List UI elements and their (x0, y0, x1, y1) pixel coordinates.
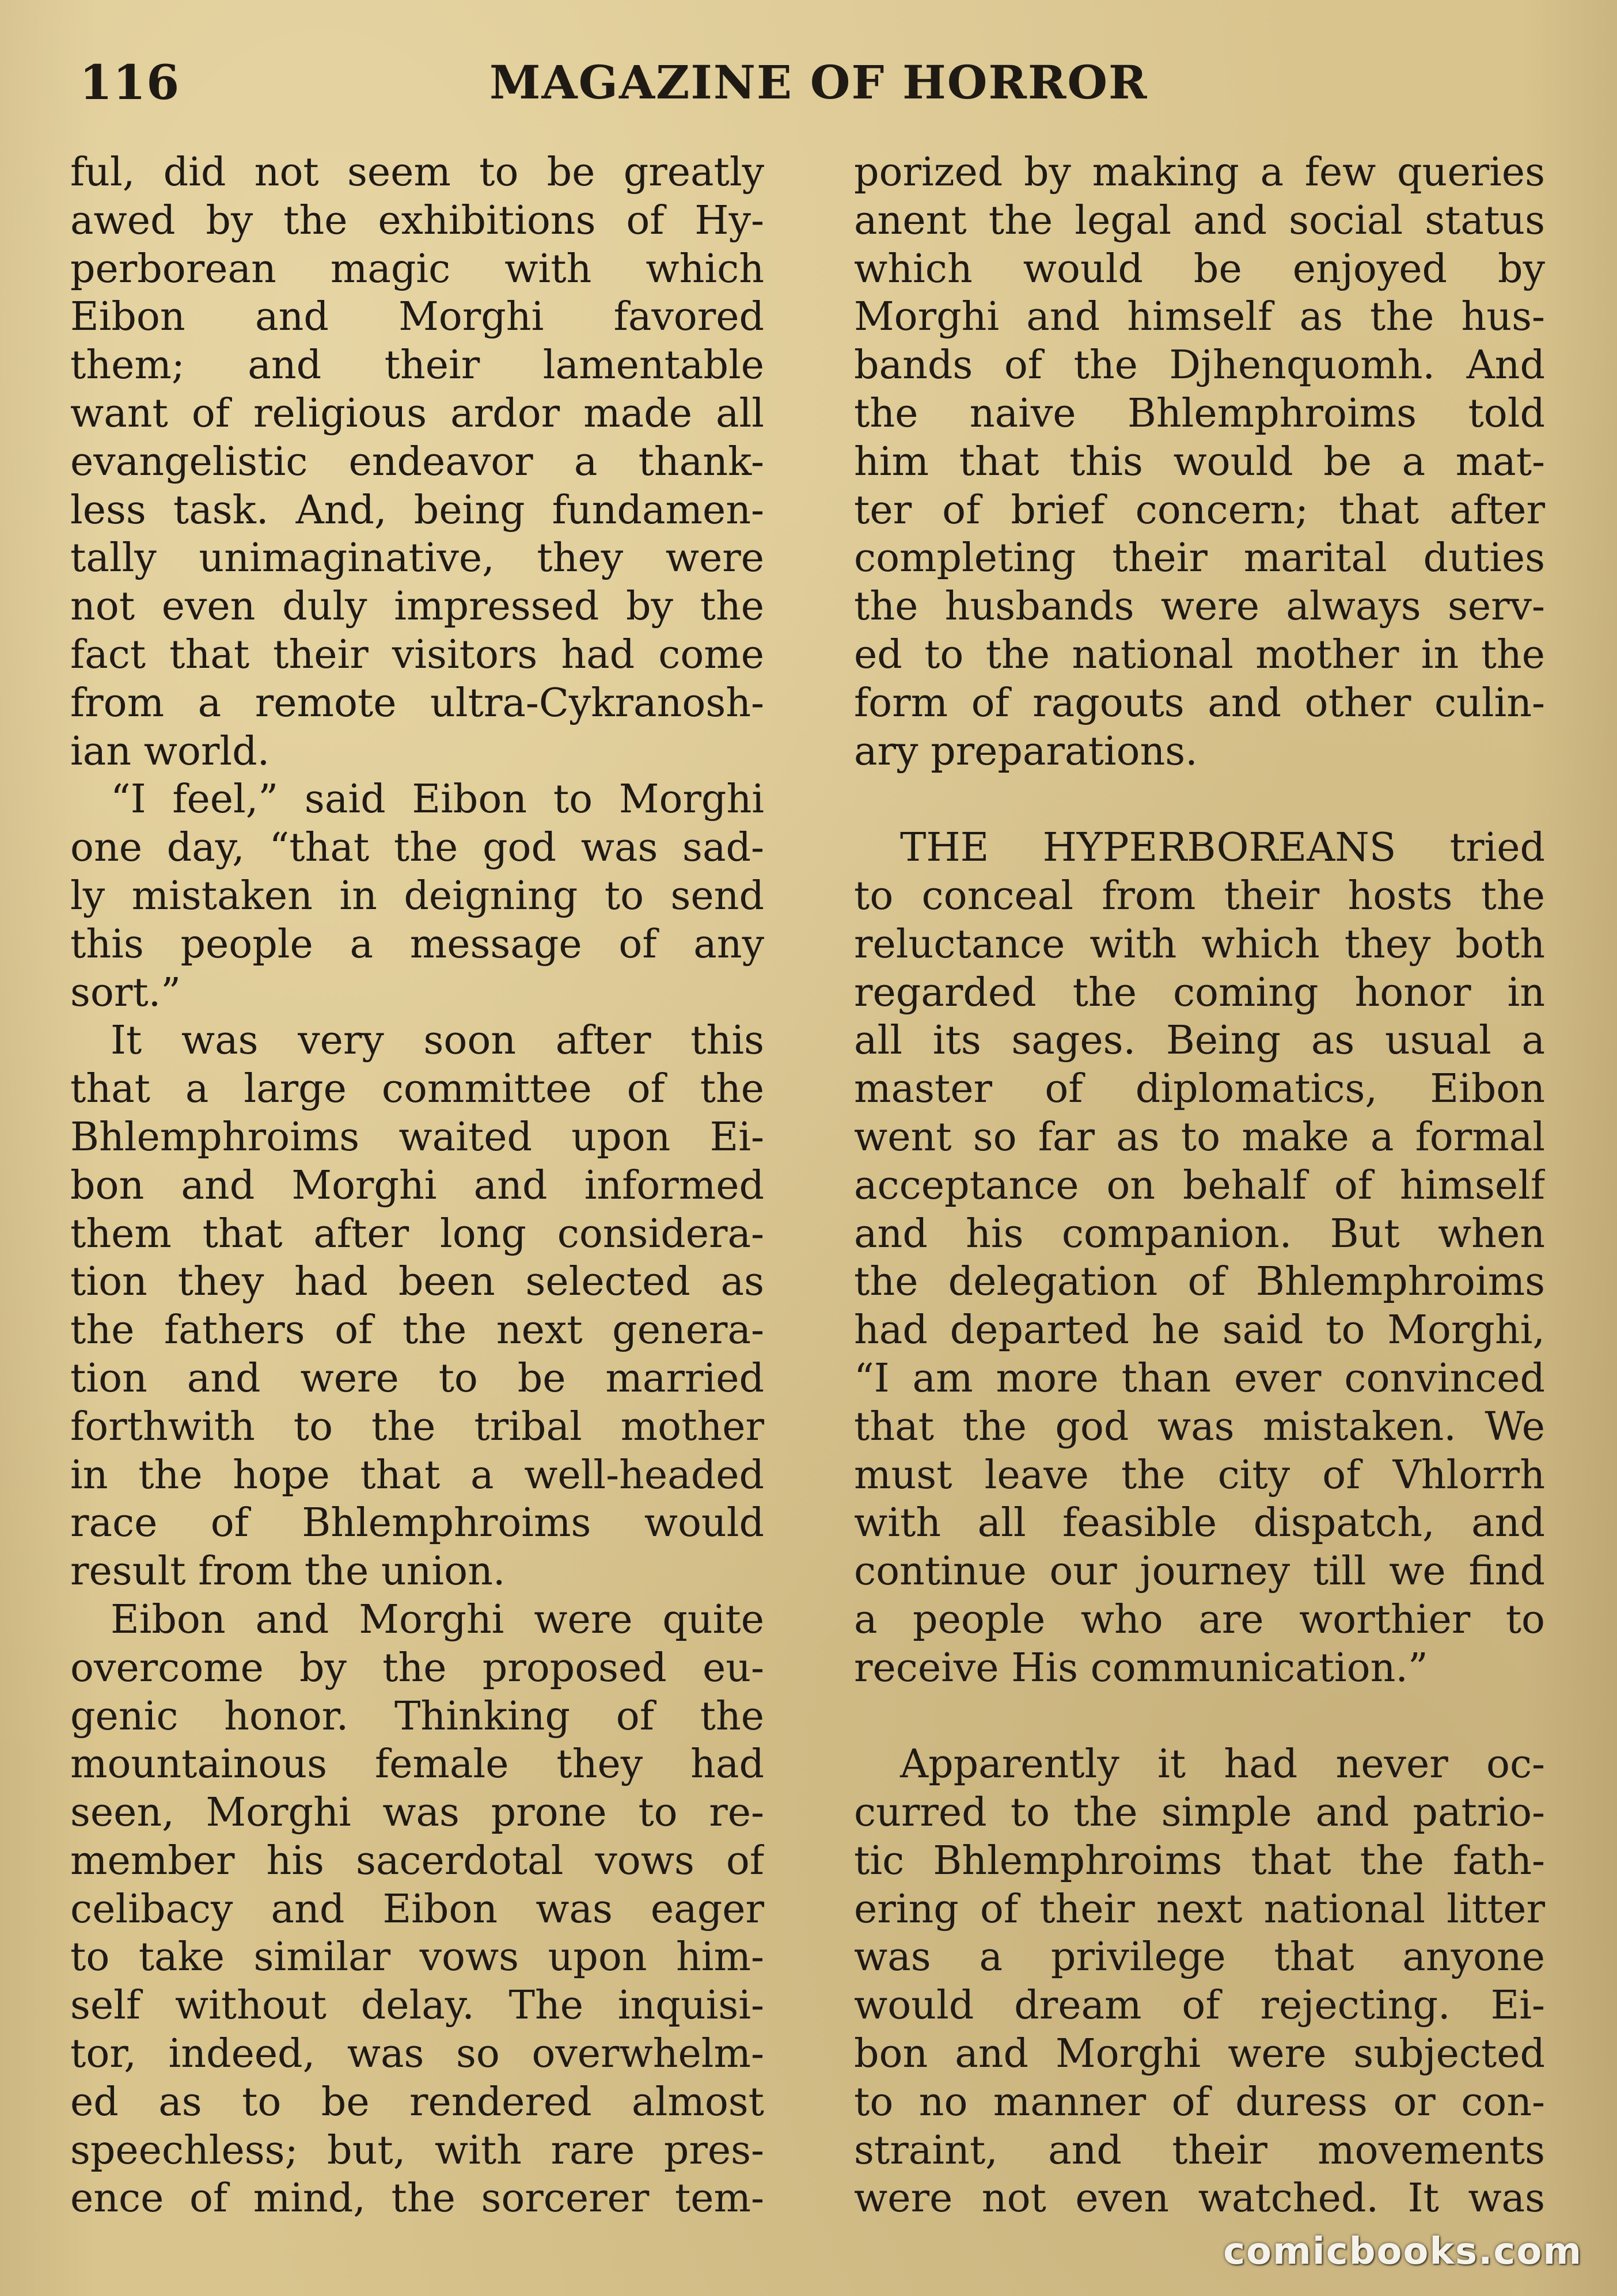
text-line: porized by making a few queries (854, 150, 1545, 195)
text-line: tor, indeed, was so overwhelm- (70, 2031, 764, 2077)
text-line: was a privilege that anyone (854, 1934, 1545, 1981)
text-line: the husbands were always serv- (854, 584, 1545, 630)
text-line: ence of mind, the sorcerer tem- (70, 2176, 764, 2222)
text-line: regarded the coming honor in (854, 970, 1545, 1016)
left-column (70, 149, 764, 2223)
text-line: celibacy and Eibon was eager (70, 1886, 764, 1932)
text-line: from a remote ultra-Cykranosh- (70, 680, 764, 726)
text-line: It was very soon after this (111, 1018, 764, 1064)
text-line: Eibon and Morghi favored (70, 294, 764, 340)
text-line: bands of the Djhenquomh. And (854, 343, 1545, 389)
page-number: 116 (79, 55, 180, 111)
text-line: this people a message of any (70, 921, 764, 967)
text-line: to conceal from their hosts the (854, 873, 1545, 919)
text-line: overcome by the proposed eu- (70, 1645, 764, 1691)
text-line: tic Bhlemphroims that the fath- (854, 1838, 1545, 1884)
right-column (854, 149, 1545, 2223)
text-line: Eibon and Morghi were quite (111, 1596, 764, 1643)
text-line: “I feel,” said Eibon to Morghi (111, 777, 764, 823)
text-line: perborean magic with which (70, 246, 764, 292)
text-line: ian world. (70, 728, 270, 774)
text-line: forthwith to the tribal mother (70, 1404, 764, 1450)
watermark: comicbooks.com (1223, 2230, 1582, 2273)
text-line: and his companion. But when (854, 1211, 1545, 1257)
text-line: genic honor. Thinking of the (70, 1693, 764, 1739)
text-line: seen, Morghi was prone to re- (70, 1790, 764, 1836)
text-line: self without delay. The inquisi- (70, 1983, 764, 2029)
text-line: result from the union. (70, 1549, 506, 1595)
text-line: ary preparations. (854, 728, 1198, 774)
text-line: bon and Morghi and informed (70, 1162, 764, 1208)
text-line: anent the legal and social status (854, 197, 1545, 244)
text-line: ful, did not seem to be greatly (70, 150, 764, 195)
text-line: tally unimaginative, they were (70, 535, 764, 581)
text-line: tion they had been selected as (70, 1259, 764, 1305)
text-line: had departed he said to Morghi, (854, 1307, 1545, 1354)
running-head: MAGAZINE OF HORROR (489, 55, 1148, 109)
text-line: would dream of rejecting. Ei- (854, 1983, 1545, 2029)
text-line: with all feasible dispatch, and (854, 1500, 1545, 1546)
text-line: must leave the city of Vhlorrh (854, 1452, 1545, 1498)
text-line: not even duly impressed by the (70, 584, 764, 630)
text-line: less task. And, being fundamen- (70, 487, 764, 533)
text-line: to take similar vows upon him- (70, 1934, 764, 1981)
text-line: want of religious ardor made all (70, 390, 764, 436)
paragraph-gap (854, 776, 1545, 824)
text-line: one day, “that the god was sad- (70, 825, 764, 871)
text-line: master of diplomatics, Eibon (854, 1066, 1545, 1112)
text-line: were not even watched. It was (854, 2176, 1545, 2222)
text-line: Bhlemphroims waited upon Ei- (70, 1114, 764, 1160)
text-line: the delegation of Bhlemphroims (854, 1259, 1545, 1305)
text-line: form of ragouts and other culin- (854, 680, 1545, 726)
text-line: a people who are worthier to (854, 1596, 1545, 1643)
text-line: ering of their next national litter (854, 1886, 1545, 1932)
text-line: awed by the exhibitions of Hy- (70, 197, 764, 244)
text-line: race of Bhlemphroims would (70, 1500, 764, 1546)
text-line: speechless; but, with rare pres- (70, 2127, 764, 2173)
text-line: the naive Bhlemphroims told (854, 390, 1545, 436)
paragraph-gap (854, 1693, 1545, 1741)
text-line: acceptance on behalf of himself (854, 1162, 1545, 1208)
text-line: them that after long considera- (70, 1211, 764, 1257)
text-line: Morghi and himself as the hus- (854, 294, 1545, 340)
text-line: the fathers of the next genera- (70, 1307, 764, 1354)
text-line: continue our journey till we find (854, 1549, 1545, 1595)
text-line: went so far as to make a formal (854, 1114, 1545, 1160)
text-line: member his sacerdotal vows of (70, 1838, 764, 1884)
text-line: reluctance with which they both (854, 921, 1545, 967)
text-line: ter of brief concern; that after (854, 487, 1545, 533)
text-line: Apparently it had never oc- (900, 1742, 1545, 1788)
text-line: mountainous female they had (70, 1742, 764, 1788)
text-line: which would be enjoyed by (854, 246, 1545, 292)
text-line: curred to the simple and patrio- (854, 1790, 1545, 1836)
text-line: in the hope that a well-headed (70, 1452, 764, 1498)
text-line: evangelistic endeavor a thank- (70, 439, 764, 485)
text-line: that the god was mistaken. We (854, 1404, 1545, 1450)
text-line: completing their marital duties (854, 535, 1545, 581)
text-line: fact that their visitors had come (70, 632, 764, 678)
text-line: him that this would be a mat- (854, 439, 1545, 485)
section-lead-line: THE HYPERBOREANS tried (900, 825, 1545, 871)
text-line: ly mistaken in deigning to send (70, 873, 764, 919)
text-line: straint, and their movements (854, 2127, 1545, 2173)
text-line: tion and were to be married (70, 1355, 764, 1401)
text-line: that a large committee of the (70, 1066, 764, 1112)
text-line: ed as to be rendered almost (70, 2079, 764, 2125)
text-line: them; and their lamentable (70, 343, 764, 389)
text-line: bon and Morghi were subjected (854, 2031, 1545, 2077)
text-line: all its sages. Being as usual a (854, 1018, 1545, 1064)
text-line: ed to the national mother in the (854, 632, 1545, 678)
text-line: sort.” (70, 970, 181, 1016)
text-line: “I am more than ever convinced (854, 1355, 1545, 1401)
text-line: receive His communication.” (854, 1645, 1428, 1691)
text-line: to no manner of duress or con- (854, 2079, 1545, 2125)
